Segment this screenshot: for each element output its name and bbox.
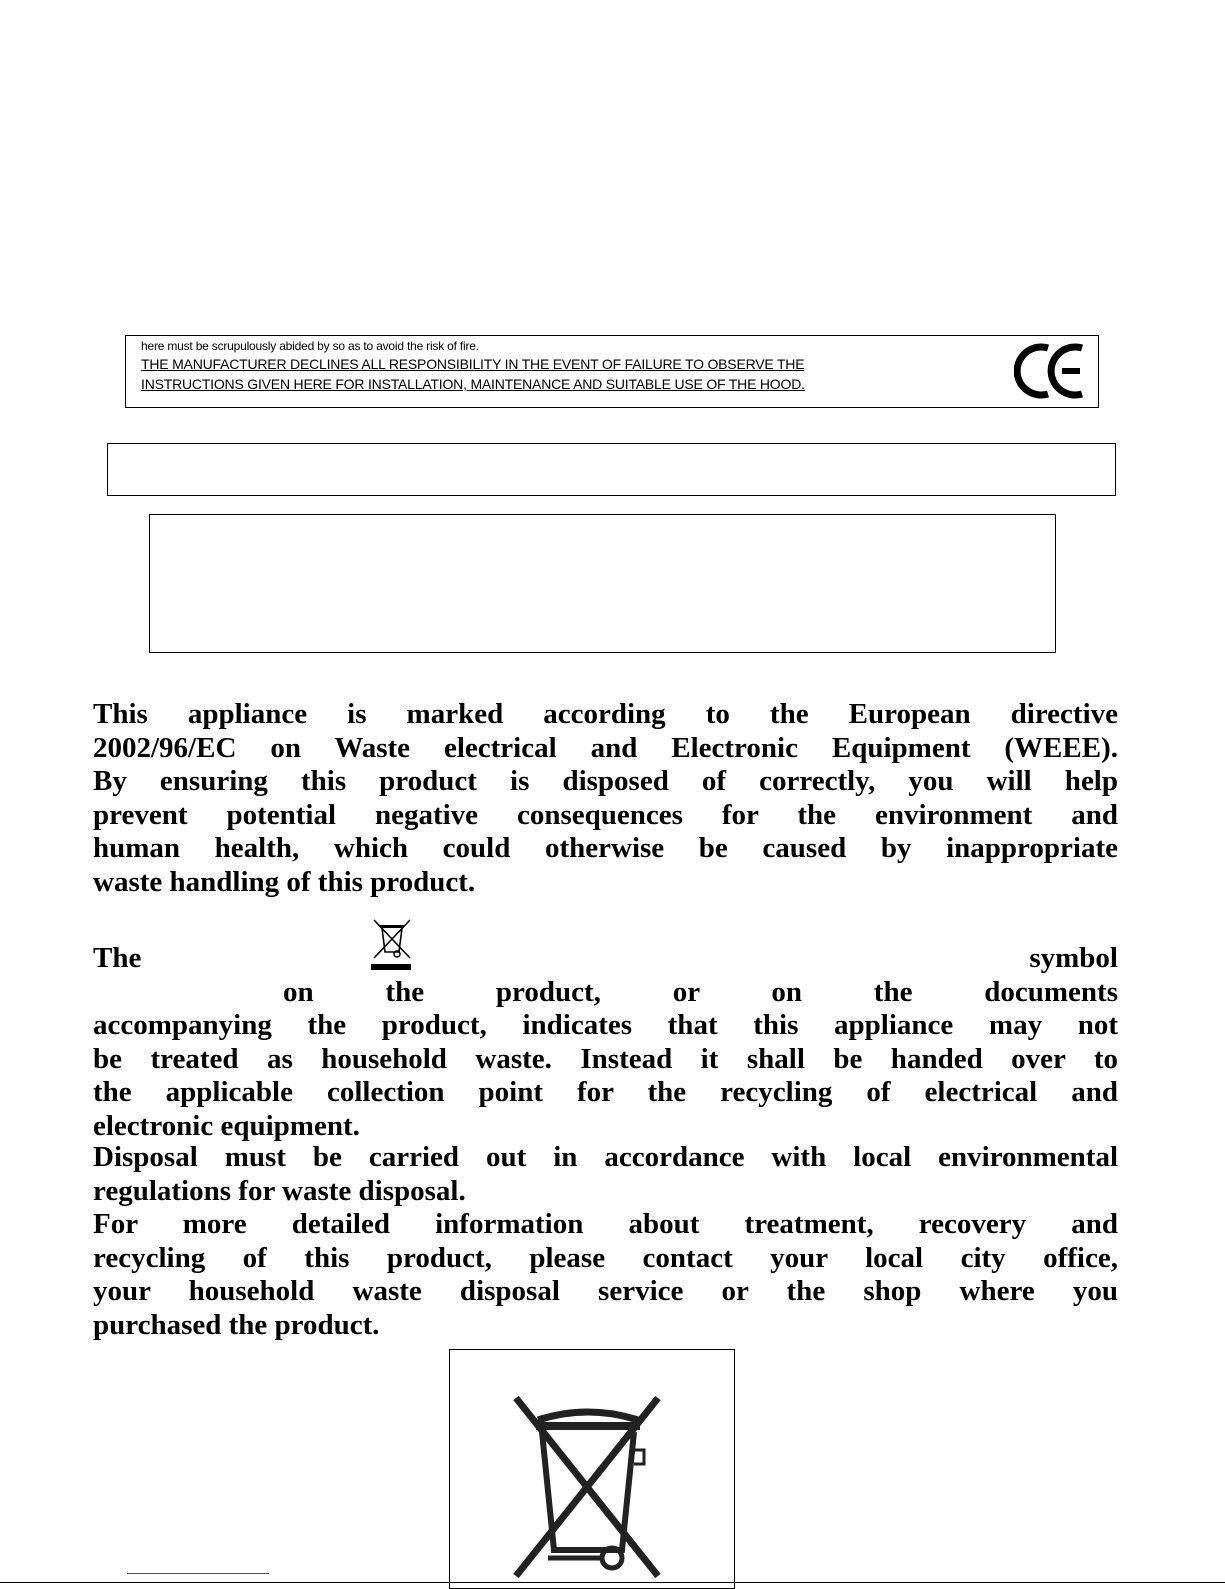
notice-line: INSTRUCTIONS GIVEN HERE FOR INSTALLATION, MAINTENANCE AND SUITABLE USE OF THE HOOD. [141,376,805,392]
text-line: This appliance is marked according to the European directive [93,698,1118,730]
safety-notice-box [125,335,1099,408]
disposal-paragraph [93,1141,1118,1342]
text-line: purchased the product. [93,1308,380,1341]
text-line: the applicable collection point for the recycling of electrical and [93,1076,1118,1108]
text-line: human health, which could otherwise be caused by inappropriate [93,832,1118,864]
text-line [93,942,1118,1009]
text-line: recycling of this product, please contact your local city office, [93,1241,1118,1274]
crossed-out-wheelie-bin-icon [508,1390,668,1580]
page-divider [0,1582,1225,1583]
text-line: accompanying the product, indicates that this appliance may not [93,1009,1118,1041]
symbol-text-left: The symbol [93,942,1118,974]
symbol-paragraph [93,942,1118,1143]
text-line: By ensuring this product is disposed of correctly, you will help [93,765,1118,797]
weee-symbol-box [449,1349,735,1589]
text-line: 2002/96/EC on Waste electrical and Electronic Equipment (WEEE). [93,731,1118,764]
text-line: your household waste disposal service or the shop where you [93,1275,1118,1307]
weee-directive-paragraph [93,698,1118,899]
notice-line: here must be scrupulously abided by so as to avoid the risk of fire. [141,339,479,353]
text-line: be treated as household waste. Instead it shall be handed over to [93,1042,1118,1075]
notice-line: THE MANUFACTURER DECLINES ALL RESPONSIBILITY IN THE EVENT OF FAILURE TO OBSERVE THE [141,356,805,372]
text-line: For more detailed information about treatment, recovery and [93,1208,1118,1240]
text-line: Disposal must be carried out in accordance with local environmental [93,1141,1118,1173]
ce-mark-icon [1014,340,1088,402]
empty-frame [107,443,1116,496]
empty-frame [149,514,1056,653]
text-line: regulations for waste disposal. [93,1174,466,1207]
text-line: waste handling of this product. [93,865,476,898]
symbol-text-right: on the product, or on the documents [283,975,1118,1008]
text-line: electronic equipment. [93,1109,360,1142]
text-line: prevent potential negative consequences for the environment and [93,798,1118,831]
link-underline [127,1573,269,1574]
